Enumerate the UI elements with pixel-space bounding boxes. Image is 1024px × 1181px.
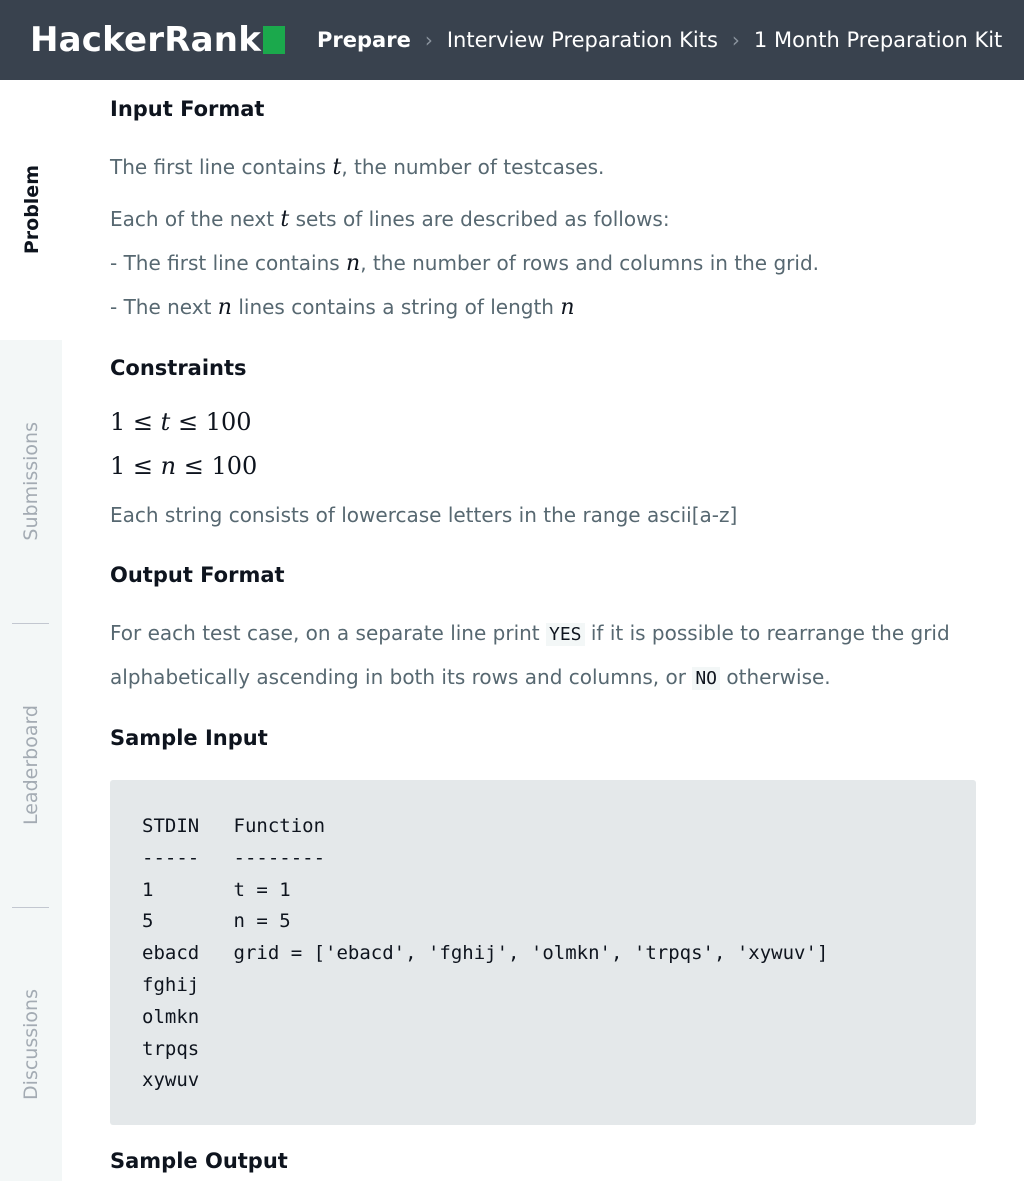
math-var: t (280, 207, 290, 232)
sidebar (0, 80, 62, 1181)
tab-problem-label: Problem (20, 165, 43, 255)
output-format-heading: Output Format (110, 563, 285, 587)
breadcrumb-interview-kits[interactable]: Interview Preparation Kits (446, 28, 718, 52)
text: - The first line contains (110, 251, 347, 275)
constraints-heading: Constraints (110, 356, 247, 380)
text: The first line contains (110, 155, 333, 179)
text: Each of the next (110, 207, 281, 231)
math-num: 1 (110, 452, 126, 480)
tab-problem[interactable] (0, 80, 63, 340)
text: For each test case, on a separate line print (110, 621, 546, 645)
logo-square-icon (263, 26, 285, 54)
constraint-t: 1 ≤ t ≤ 100 (110, 408, 252, 436)
breadcrumb-1-month-kit[interactable]: 1 Month Preparation Kit (753, 28, 1003, 52)
tab-submissions[interactable] (0, 340, 62, 622)
sample-input-code: STDIN Function ----- -------- 1 t = 1 5 n = 5 ebacd grid = ['ebacd', 'fghij', 'olmkn', 'trpqs', 'xywuv'] fghij olmkn trpqs xywuv (142, 815, 829, 1092)
input-line-1 (110, 155, 604, 180)
output-line-2 (110, 665, 831, 689)
math-var: n (217, 295, 232, 320)
breadcrumb-prepare[interactable]: Prepare (317, 28, 411, 52)
constraint-n: 1 ≤ n ≤ 100 (110, 452, 258, 480)
math-num: 100 (211, 452, 258, 480)
text: if it is possible to rearrange the grid (584, 621, 950, 645)
chevron-right-icon: › (424, 28, 433, 52)
text: alphabetically ascending in both its rows and columns, or (110, 665, 693, 689)
logo-text: HackerRank (30, 20, 262, 60)
sample-input-code-block[interactable] (110, 780, 976, 1125)
text: , the number of testcases. (341, 155, 605, 179)
breadcrumb (317, 28, 1002, 52)
constraint-note: Each string consists of lowercase letters in the range ascii[a-z] (110, 503, 738, 527)
top-nav-bar (0, 0, 1024, 80)
text: - The next (110, 295, 218, 319)
input-line-4 (110, 295, 575, 320)
text: lines contains a string of length (231, 295, 561, 319)
input-format-heading: Input Format (110, 97, 265, 121)
math-num: 100 (205, 408, 252, 436)
text: sets of lines are described as follows: (289, 207, 670, 231)
math-var: t (332, 155, 342, 180)
text: , the number of rows and columns in the grid. (360, 251, 819, 275)
math-num: 1 (110, 408, 126, 436)
sample-output-heading: Sample Output (110, 1149, 288, 1173)
tab-discussions-label: Discussions (20, 989, 42, 1100)
tab-discussions[interactable] (0, 908, 62, 1181)
hackerrank-logo[interactable] (30, 20, 285, 60)
text: otherwise. (720, 665, 831, 689)
chevron-right-icon: › (731, 28, 740, 52)
math-var: n (160, 452, 177, 480)
sample-input-heading: Sample Input (110, 726, 268, 750)
math-var: n (560, 295, 575, 320)
tab-leaderboard[interactable] (0, 624, 62, 906)
output-line-1 (110, 621, 950, 645)
math-var: n (346, 251, 361, 276)
input-line-3 (110, 251, 819, 276)
input-line-2 (110, 207, 670, 232)
tab-leaderboard-label: Leaderboard (20, 704, 42, 825)
inline-code: YES (546, 623, 585, 646)
tab-submissions-label: Submissions (20, 421, 42, 541)
inline-code: NO (692, 667, 720, 690)
math-var: t (160, 408, 171, 436)
